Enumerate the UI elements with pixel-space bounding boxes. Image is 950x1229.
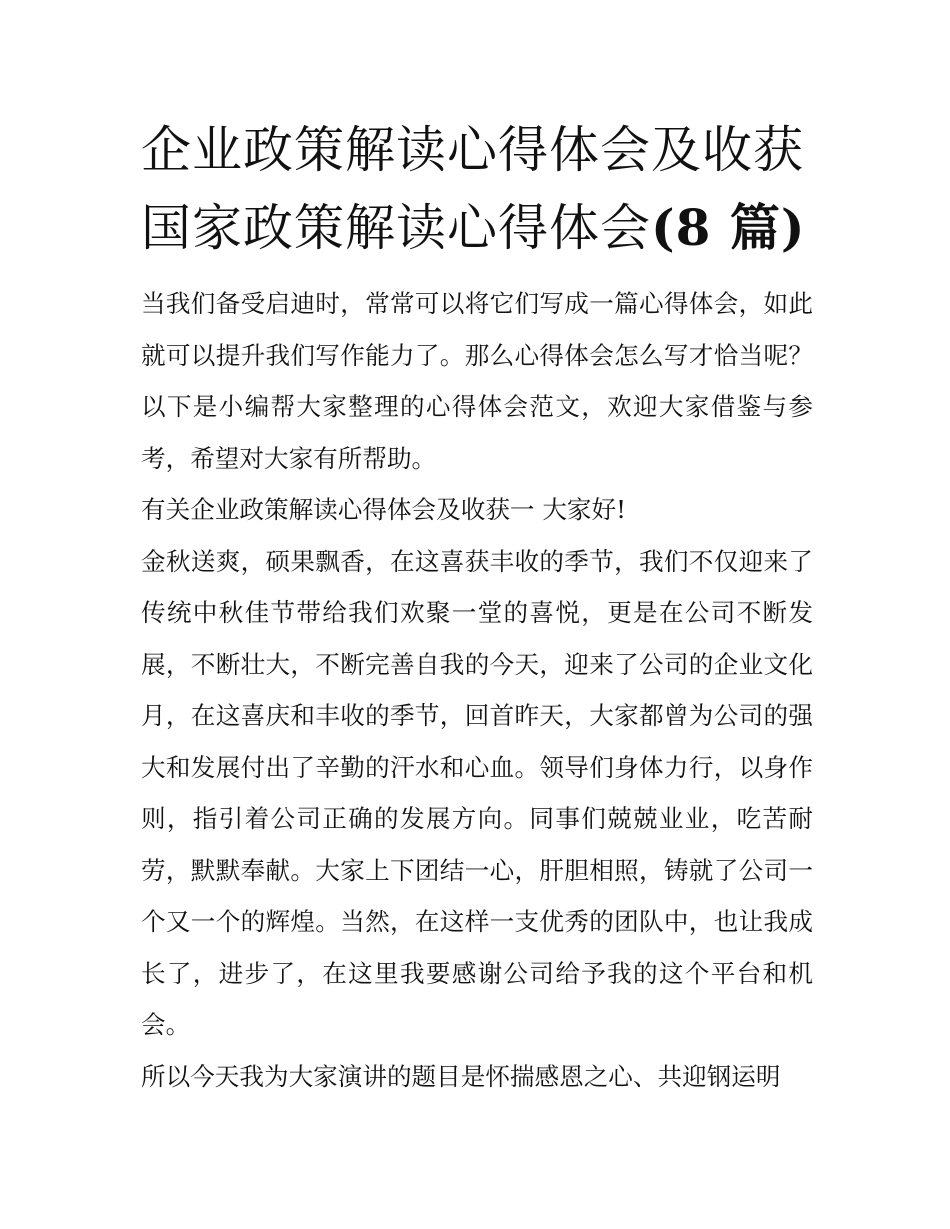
document-body — [141, 278, 813, 1102]
body-paragraph-continued: 所以今天我为大家演讲的题目是怀揣感恩之心、共迎钢运明 — [141, 1061, 781, 1091]
section-heading-paragraph: 有关企业政策解读心得体会及收获一 大家好! — [141, 495, 626, 524]
title-count: (8 篇) — [651, 198, 806, 257]
title-line-2: 国家政策解读心得体会 — [141, 199, 651, 257]
document-title — [141, 112, 821, 267]
intro-paragraph: 当我们备受启迪时，常常可以将它们写成一篇心得体会，如此就可以提升我们写作能力了。那么心得体会怎么写才恰当呢？以下是小编帮大家整理的心得体会范文，欢迎大家借鉴与参考，希望对大家有所帮助。 — [141, 289, 813, 473]
title-line-1: 企业政策解读心得体会及收获 — [141, 121, 804, 179]
body-paragraph: 金秋送爽，硕果飘香，在这喜获丰收的季节，我们不仅迎来了传统中秋佳节带给我们欢聚一堂的喜悦，更是在公司不断发展，不断壮大，不断完善自我的今天，迎来了公司的企业文化月，在这喜庆和丰收的季节，回首昨天，大家都曾为公司的强大和发展付出了辛勤的汗水和心血。领导们身体力行，以身作则，指引着公司正确的发展方向。同事们兢兢业业，吃苦耐劳，默默奉献。大家上下团结一心，肝胆相照，铸就了公司一个又一个的辉煌。当然，在这样一支优秀的团队中，也让我成长了，进步了，在这里我要感谢公司给予我的这个平台和机会。 — [141, 546, 813, 1039]
